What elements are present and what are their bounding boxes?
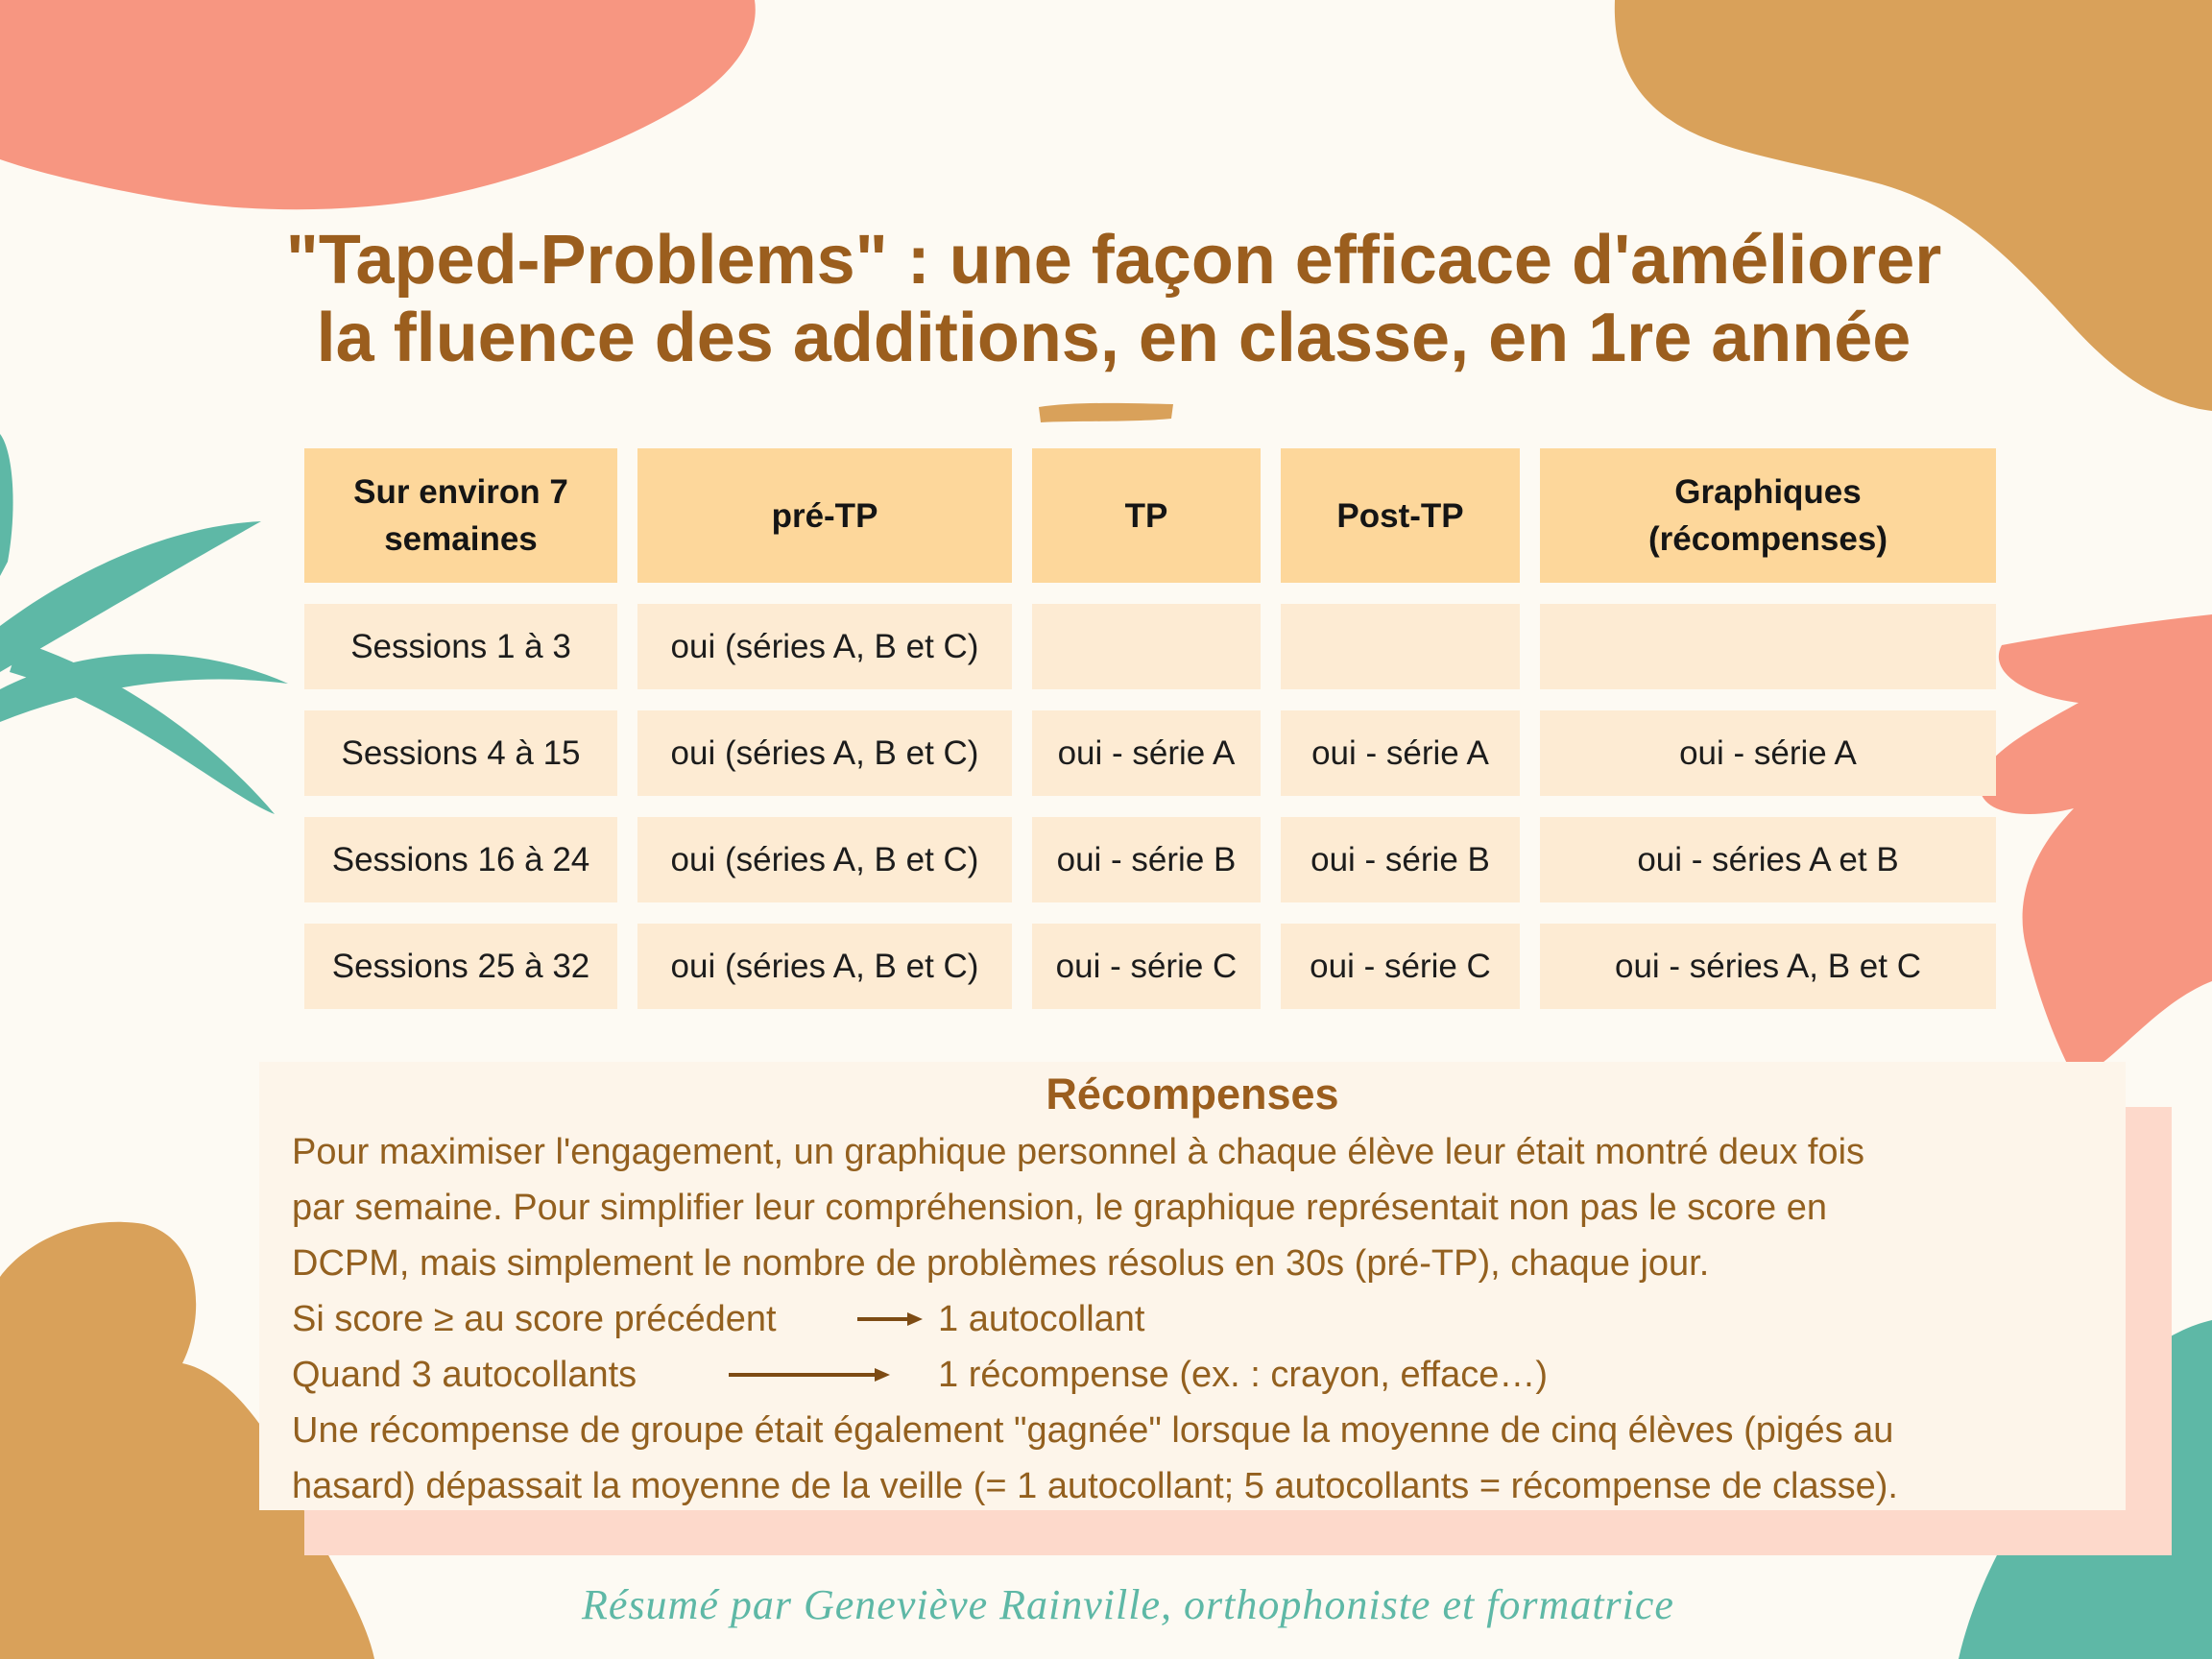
table-cell: oui (séries A, B et C) [637,817,1012,902]
table-cell: oui - série A [1032,710,1261,796]
table-cell: oui - série C [1032,924,1261,1009]
table-cell: oui - séries A et B [1540,817,1996,902]
table-cell: Sessions 16 à 24 [304,817,617,902]
reward-rule-sticker [292,1291,2093,1347]
table-cell [1032,604,1261,689]
table-cell: oui - série A [1540,710,1996,796]
rule-condition: Quand 3 autocollants [292,1355,637,1395]
table-header-tp: TP [1032,448,1261,583]
title-line-2: la fluence des additions, en classe, en 1re année [316,300,1911,376]
rewards-line: par semaine. Pour simplifier leur compréhension, le graphique représentait non pas le score en [292,1188,1827,1228]
rewards-box [259,1062,2126,1510]
author-credit: Résumé par Geneviève Rainville, orthophoniste et formatrice [582,1581,1674,1628]
rewards-line: Une récompense de groupe était également "gagnée" lorsque la moyenne de cinq élèves (pigés au [292,1410,1894,1451]
rewards-line: Pour maximiser l'engagement, un graphique personnel à chaque élève leur était montré deux fois [292,1132,1865,1172]
table-cell [1281,604,1520,689]
rule-result: 1 autocollant [938,1299,1145,1339]
table-cell: Sessions 25 à 32 [304,924,617,1009]
table-header-post-tp: Post-TP [1281,448,1520,583]
rewards-text [292,1124,2093,1514]
table-cell: Sessions 4 à 15 [304,710,617,796]
table-cell: oui - série B [1032,817,1261,902]
page-title [0,222,2212,377]
table-cell: oui - série C [1281,924,1520,1009]
table-header-graphs: Graphiques (récompenses) [1540,448,1996,583]
schedule-table [304,448,1996,1009]
rewards-line: hasard) dépassait la moyenne de la veille (= 1 autocollant; 5 autocollants = récompense de classe). [292,1466,1898,1506]
right-flower-blob [1980,614,2212,1080]
rule-result: 1 récompense (ex. : crayon, efface…) [938,1355,1549,1395]
table-cell [1540,604,1996,689]
right-arrow-icon [857,1310,924,1329]
rewards-heading: Récompenses [1046,1070,1339,1118]
right-arrow-icon [729,1365,891,1384]
title-line-1: "Taped-Problems" : une façon efficace d'améliorer [285,222,1942,299]
rewards-line: DCPM, mais simplement le nombre de problèmes résolus en 30s (pré-TP), chaque jour. [292,1243,1710,1284]
table-cell: Sessions 1 à 3 [304,604,617,689]
table-header-period: Sur environ 7 semaines [304,448,617,583]
table-cell: oui (séries A, B et C) [637,710,1012,796]
reward-rule-prize [292,1347,2093,1403]
table-cell: oui (séries A, B et C) [637,924,1012,1009]
table-header-pre-tp: pré-TP [637,448,1012,583]
table-cell: oui - série B [1281,817,1520,902]
table-cell: oui (séries A, B et C) [637,604,1012,689]
title-underline-accent [1039,403,1173,422]
top-left-blob [0,0,756,209]
table-cell: oui - séries A, B et C [1540,924,1996,1009]
leaf-stem-top [0,434,13,576]
rule-condition: Si score ≥ au score précédent [292,1299,777,1339]
table-cell: oui - série A [1281,710,1520,796]
